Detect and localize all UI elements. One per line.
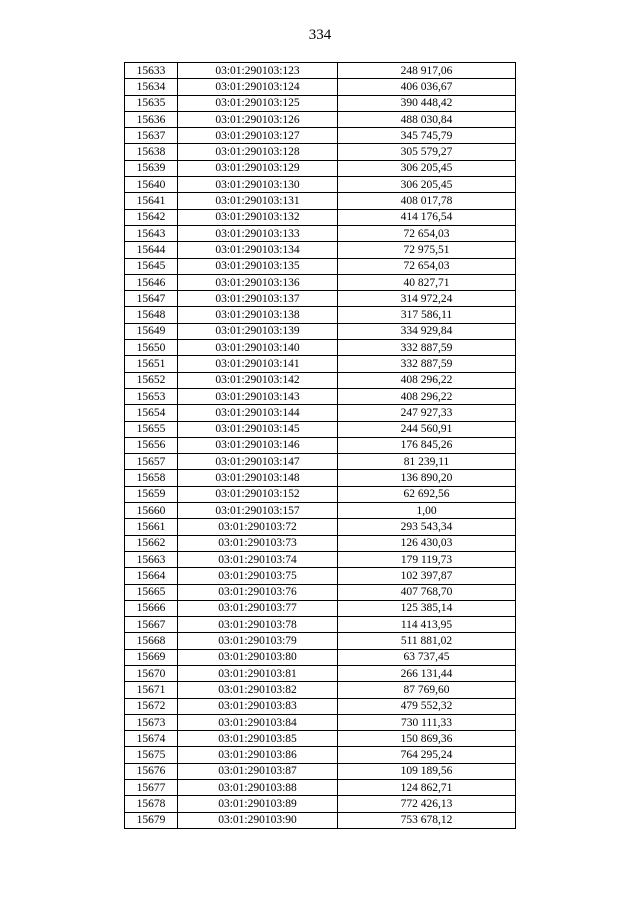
table-row (125, 111, 516, 127)
table-row (125, 763, 516, 779)
table-row (125, 209, 516, 225)
table-row (125, 649, 516, 665)
cadastral-value-cell: 248 917,06 (338, 63, 516, 79)
table-row (125, 160, 516, 176)
cadastral-value-cell: 479 552,32 (338, 698, 516, 714)
cadastral-value-cell: 126 430,03 (338, 535, 516, 551)
table-row (125, 731, 516, 747)
cadastral-number-cell: 03:01:290103:72 (178, 519, 338, 535)
row-number-cell: 15648 (125, 307, 178, 323)
row-number-cell: 15659 (125, 486, 178, 502)
row-number-cell: 15656 (125, 437, 178, 453)
cadastral-value-cell: 488 030,84 (338, 111, 516, 127)
row-number-cell: 15678 (125, 796, 178, 812)
cadastral-value-cell: 72 654,03 (338, 225, 516, 241)
table-row (125, 486, 516, 502)
cadastral-value-cell: 81 239,11 (338, 454, 516, 470)
cadastral-value-cell: 407 768,70 (338, 584, 516, 600)
registry-table-body (125, 63, 516, 829)
row-number-cell: 15673 (125, 714, 178, 730)
table-row (125, 600, 516, 616)
cadastral-number-cell: 03:01:290103:143 (178, 388, 338, 404)
cadastral-number-cell: 03:01:290103:130 (178, 177, 338, 193)
cadastral-number-cell: 03:01:290103:136 (178, 274, 338, 290)
cadastral-number-cell: 03:01:290103:134 (178, 242, 338, 258)
table-row (125, 584, 516, 600)
cadastral-number-cell: 03:01:290103:147 (178, 454, 338, 470)
row-number-cell: 15671 (125, 682, 178, 698)
cadastral-number-cell: 03:01:290103:146 (178, 437, 338, 453)
table-row (125, 421, 516, 437)
table-row (125, 258, 516, 274)
cadastral-number-cell: 03:01:290103:141 (178, 356, 338, 372)
row-number-cell: 15653 (125, 388, 178, 404)
cadastral-value-cell: 414 176,54 (338, 209, 516, 225)
table-row (125, 747, 516, 763)
cadastral-value-cell: 266 131,44 (338, 665, 516, 681)
cadastral-value-cell: 345 745,79 (338, 128, 516, 144)
row-number-cell: 15660 (125, 503, 178, 519)
cadastral-number-cell: 03:01:290103:135 (178, 258, 338, 274)
cadastral-value-cell: 293 543,34 (338, 519, 516, 535)
cadastral-value-cell: 314 972,24 (338, 291, 516, 307)
row-number-cell: 15676 (125, 763, 178, 779)
row-number-cell: 15654 (125, 405, 178, 421)
page-number: 334 (308, 27, 332, 43)
cadastral-number-cell: 03:01:290103:127 (178, 128, 338, 144)
cadastral-value-cell: 136 890,20 (338, 470, 516, 486)
cadastral-number-cell: 03:01:290103:129 (178, 160, 338, 176)
cadastral-number-cell: 03:01:290103:82 (178, 682, 338, 698)
table-row (125, 323, 516, 339)
cadastral-number-cell: 03:01:290103:75 (178, 568, 338, 584)
row-number-cell: 15658 (125, 470, 178, 486)
table-row (125, 780, 516, 796)
table-row (125, 617, 516, 633)
row-number-cell: 15670 (125, 665, 178, 681)
row-number-cell: 15634 (125, 79, 178, 95)
row-number-cell: 15637 (125, 128, 178, 144)
cadastral-value-cell: 753 678,12 (338, 812, 516, 828)
table-row (125, 307, 516, 323)
table-row (125, 95, 516, 111)
table-row (125, 405, 516, 421)
cadastral-number-cell: 03:01:290103:77 (178, 600, 338, 616)
cadastral-number-cell: 03:01:290103:81 (178, 665, 338, 681)
row-number-cell: 15644 (125, 242, 178, 258)
cadastral-number-cell: 03:01:290103:157 (178, 503, 338, 519)
cadastral-value-cell: 244 560,91 (338, 421, 516, 437)
cadastral-number-cell: 03:01:290103:74 (178, 551, 338, 567)
cadastral-value-cell: 408 296,22 (338, 372, 516, 388)
cadastral-value-cell: 102 397,87 (338, 568, 516, 584)
cadastral-number-cell: 03:01:290103:140 (178, 340, 338, 356)
cadastral-value-cell: 408 017,78 (338, 193, 516, 209)
row-number-cell: 15675 (125, 747, 178, 763)
row-number-cell: 15655 (125, 421, 178, 437)
cadastral-value-cell: 179 119,73 (338, 551, 516, 567)
cadastral-number-cell: 03:01:290103:133 (178, 225, 338, 241)
table-row (125, 454, 516, 470)
row-number-cell: 15672 (125, 698, 178, 714)
table-row (125, 340, 516, 356)
row-number-cell: 15642 (125, 209, 178, 225)
cadastral-value-cell: 62 692,56 (338, 486, 516, 502)
table-row (125, 665, 516, 681)
cadastral-value-cell: 306 205,45 (338, 160, 516, 176)
cadastral-value-cell: 150 869,36 (338, 731, 516, 747)
cadastral-value-cell: 306 205,45 (338, 177, 516, 193)
cadastral-number-cell: 03:01:290103:131 (178, 193, 338, 209)
row-number-cell: 15636 (125, 111, 178, 127)
cadastral-value-cell: 72 975,51 (338, 242, 516, 258)
cadastral-value-cell: 1,00 (338, 503, 516, 519)
cadastral-number-cell: 03:01:290103:144 (178, 405, 338, 421)
table-row (125, 63, 516, 79)
cadastral-number-cell: 03:01:290103:148 (178, 470, 338, 486)
row-number-cell: 15640 (125, 177, 178, 193)
cadastral-value-cell: 408 296,22 (338, 388, 516, 404)
row-number-cell: 15646 (125, 274, 178, 290)
row-number-cell: 15661 (125, 519, 178, 535)
row-number-cell: 15633 (125, 63, 178, 79)
cadastral-number-cell: 03:01:290103:73 (178, 535, 338, 551)
cadastral-number-cell: 03:01:290103:87 (178, 763, 338, 779)
table-row (125, 470, 516, 486)
row-number-cell: 15664 (125, 568, 178, 584)
cadastral-value-cell: 72 654,03 (338, 258, 516, 274)
row-number-cell: 15667 (125, 617, 178, 633)
row-number-cell: 15643 (125, 225, 178, 241)
cadastral-number-cell: 03:01:290103:86 (178, 747, 338, 763)
cadastral-number-cell: 03:01:290103:123 (178, 63, 338, 79)
table-row (125, 242, 516, 258)
table-row (125, 177, 516, 193)
cadastral-number-cell: 03:01:290103:88 (178, 780, 338, 796)
cadastral-value-cell: 332 887,59 (338, 340, 516, 356)
cadastral-value-cell: 317 586,11 (338, 307, 516, 323)
row-number-cell: 15635 (125, 95, 178, 111)
cadastral-value-cell: 125 385,14 (338, 600, 516, 616)
table-row (125, 698, 516, 714)
row-number-cell: 15639 (125, 160, 178, 176)
cadastral-value-cell: 114 413,95 (338, 617, 516, 633)
table-row (125, 633, 516, 649)
cadastral-value-cell: 764 295,24 (338, 747, 516, 763)
row-number-cell: 15649 (125, 323, 178, 339)
table-row (125, 568, 516, 584)
table-row (125, 551, 516, 567)
cadastral-number-cell: 03:01:290103:145 (178, 421, 338, 437)
table-row (125, 193, 516, 209)
cadastral-value-cell: 40 827,71 (338, 274, 516, 290)
table-row (125, 356, 516, 372)
table-row (125, 291, 516, 307)
row-number-cell: 15657 (125, 454, 178, 470)
cadastral-value-cell: 332 887,59 (338, 356, 516, 372)
cadastral-number-cell: 03:01:290103:124 (178, 79, 338, 95)
row-number-cell: 15651 (125, 356, 178, 372)
cadastral-value-cell: 305 579,27 (338, 144, 516, 160)
table-row (125, 812, 516, 828)
cadastral-number-cell: 03:01:290103:138 (178, 307, 338, 323)
cadastral-value-cell: 247 927,33 (338, 405, 516, 421)
row-number-cell: 15665 (125, 584, 178, 600)
cadastral-number-cell: 03:01:290103:83 (178, 698, 338, 714)
row-number-cell: 15677 (125, 780, 178, 796)
cadastral-number-cell: 03:01:290103:76 (178, 584, 338, 600)
table-row (125, 388, 516, 404)
table-row (125, 519, 516, 535)
table-row (125, 79, 516, 95)
registry-table (124, 62, 516, 829)
table-row (125, 372, 516, 388)
cadastral-number-cell: 03:01:290103:84 (178, 714, 338, 730)
row-number-cell: 15669 (125, 649, 178, 665)
table-row (125, 682, 516, 698)
cadastral-value-cell: 406 036,67 (338, 79, 516, 95)
cadastral-number-cell: 03:01:290103:78 (178, 617, 338, 633)
cadastral-value-cell: 87 769,60 (338, 682, 516, 698)
row-number-cell: 15662 (125, 535, 178, 551)
cadastral-value-cell: 109 189,56 (338, 763, 516, 779)
row-number-cell: 15650 (125, 340, 178, 356)
cadastral-value-cell: 772 426,13 (338, 796, 516, 812)
cadastral-value-cell: 63 737,45 (338, 649, 516, 665)
row-number-cell: 15647 (125, 291, 178, 307)
cadastral-number-cell: 03:01:290103:128 (178, 144, 338, 160)
cadastral-value-cell: 176 845,26 (338, 437, 516, 453)
table-row (125, 437, 516, 453)
cadastral-number-cell: 03:01:290103:126 (178, 111, 338, 127)
row-number-cell: 15666 (125, 600, 178, 616)
row-number-cell: 15674 (125, 731, 178, 747)
row-number-cell: 15663 (125, 551, 178, 567)
table-row (125, 128, 516, 144)
cadastral-number-cell: 03:01:290103:89 (178, 796, 338, 812)
cadastral-number-cell: 03:01:290103:80 (178, 649, 338, 665)
table-row (125, 144, 516, 160)
row-number-cell: 15641 (125, 193, 178, 209)
cadastral-value-cell: 124 862,71 (338, 780, 516, 796)
cadastral-value-cell: 730 111,33 (338, 714, 516, 730)
row-number-cell: 15652 (125, 372, 178, 388)
cadastral-number-cell: 03:01:290103:90 (178, 812, 338, 828)
cadastral-number-cell: 03:01:290103:142 (178, 372, 338, 388)
cadastral-value-cell: 390 448,42 (338, 95, 516, 111)
cadastral-number-cell: 03:01:290103:85 (178, 731, 338, 747)
cadastral-number-cell: 03:01:290103:152 (178, 486, 338, 502)
row-number-cell: 15638 (125, 144, 178, 160)
cadastral-number-cell: 03:01:290103:139 (178, 323, 338, 339)
cadastral-value-cell: 511 881,02 (338, 633, 516, 649)
table-row (125, 274, 516, 290)
table-row (125, 503, 516, 519)
table-row (125, 714, 516, 730)
table-row (125, 225, 516, 241)
cadastral-value-cell: 334 929,84 (338, 323, 516, 339)
cadastral-number-cell: 03:01:290103:132 (178, 209, 338, 225)
table-row (125, 796, 516, 812)
cadastral-number-cell: 03:01:290103:137 (178, 291, 338, 307)
table-row (125, 535, 516, 551)
row-number-cell: 15679 (125, 812, 178, 828)
row-number-cell: 15668 (125, 633, 178, 649)
row-number-cell: 15645 (125, 258, 178, 274)
cadastral-number-cell: 03:01:290103:125 (178, 95, 338, 111)
cadastral-number-cell: 03:01:290103:79 (178, 633, 338, 649)
